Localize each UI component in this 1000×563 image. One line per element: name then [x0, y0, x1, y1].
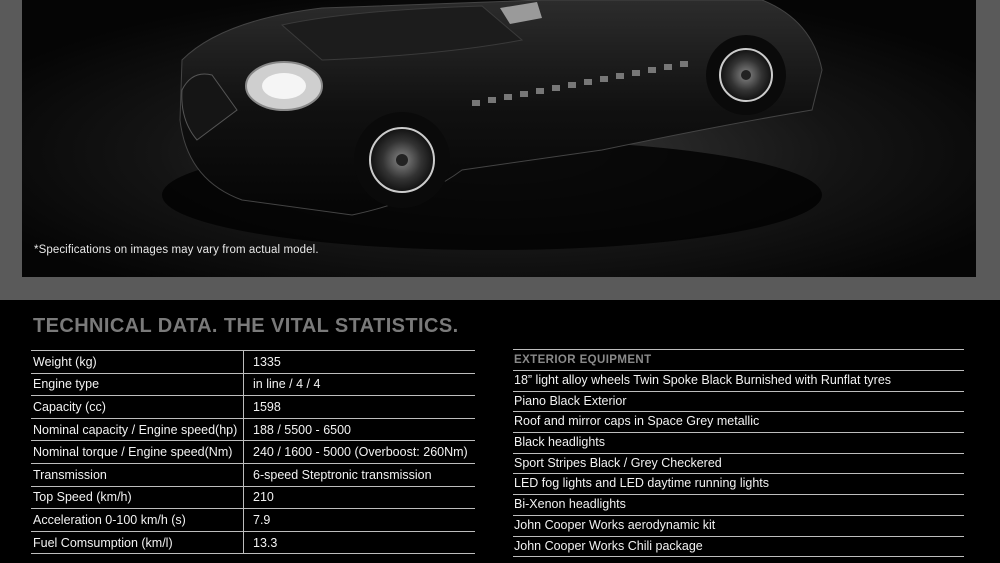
- row-label: Nominal capacity / Engine speed(hp): [31, 418, 244, 441]
- row-value: 210: [244, 486, 476, 509]
- table-row: [31, 373, 475, 396]
- technical-data-table: [31, 350, 475, 554]
- technical-data-heading: TECHNICAL DATA. THE VITAL STATISTICS.: [33, 315, 459, 337]
- row-value: 7.9: [244, 509, 476, 532]
- table-row: [31, 351, 475, 374]
- car-image: [22, 0, 976, 277]
- row-label: Engine type: [31, 373, 244, 396]
- row-value: 240 / 1600 - 5000 (Overboost: 260Nm): [244, 441, 476, 464]
- car-illustration: [22, 0, 976, 277]
- table-row: [31, 486, 475, 509]
- row-value: 188 / 5500 - 6500: [244, 418, 476, 441]
- list-item: John Cooper Works Chili package: [513, 537, 964, 558]
- list-item: Sport Stripes Black / Grey Checkered: [513, 454, 964, 475]
- list-item: 18” light alloy wheels Twin Spoke Black Burnished with Runflat tyres: [513, 371, 964, 392]
- table-row: [31, 396, 475, 419]
- exterior-equipment-title: EXTERIOR EQUIPMENT: [513, 349, 964, 371]
- table-row: [31, 463, 475, 486]
- row-label: Weight (kg): [31, 351, 244, 374]
- table-row: [31, 441, 475, 464]
- table-row: [31, 531, 475, 554]
- row-value: 13.3: [244, 531, 476, 554]
- row-value: 1598: [244, 396, 476, 419]
- list-item: Bi-Xenon headlights: [513, 495, 964, 516]
- row-value: in line / 4 / 4: [244, 373, 476, 396]
- list-item: John Cooper Works aerodynamic kit: [513, 516, 964, 537]
- table-row: [31, 418, 475, 441]
- list-item: LED fog lights and LED daytime running lights: [513, 474, 964, 495]
- exterior-equipment-list: [513, 349, 964, 557]
- row-label: Fuel Comsumption (km/l): [31, 531, 244, 554]
- list-item: Black headlights: [513, 433, 964, 454]
- row-label: Top Speed (km/h): [31, 486, 244, 509]
- row-value: 1335: [244, 351, 476, 374]
- row-label: Acceleration 0-100 km/h (s): [31, 509, 244, 532]
- row-label: Transmission: [31, 463, 244, 486]
- list-item: Roof and mirror caps in Space Grey metallic: [513, 412, 964, 433]
- row-value: 6-speed Steptronic transmission: [244, 463, 476, 486]
- row-label: Nominal torque / Engine speed(Nm): [31, 441, 244, 464]
- table-row: [31, 509, 475, 532]
- disclaimer-text: *Specifications on images may vary from actual model.: [34, 244, 319, 256]
- row-label: Capacity (cc): [31, 396, 244, 419]
- list-item: Piano Black Exterior: [513, 392, 964, 413]
